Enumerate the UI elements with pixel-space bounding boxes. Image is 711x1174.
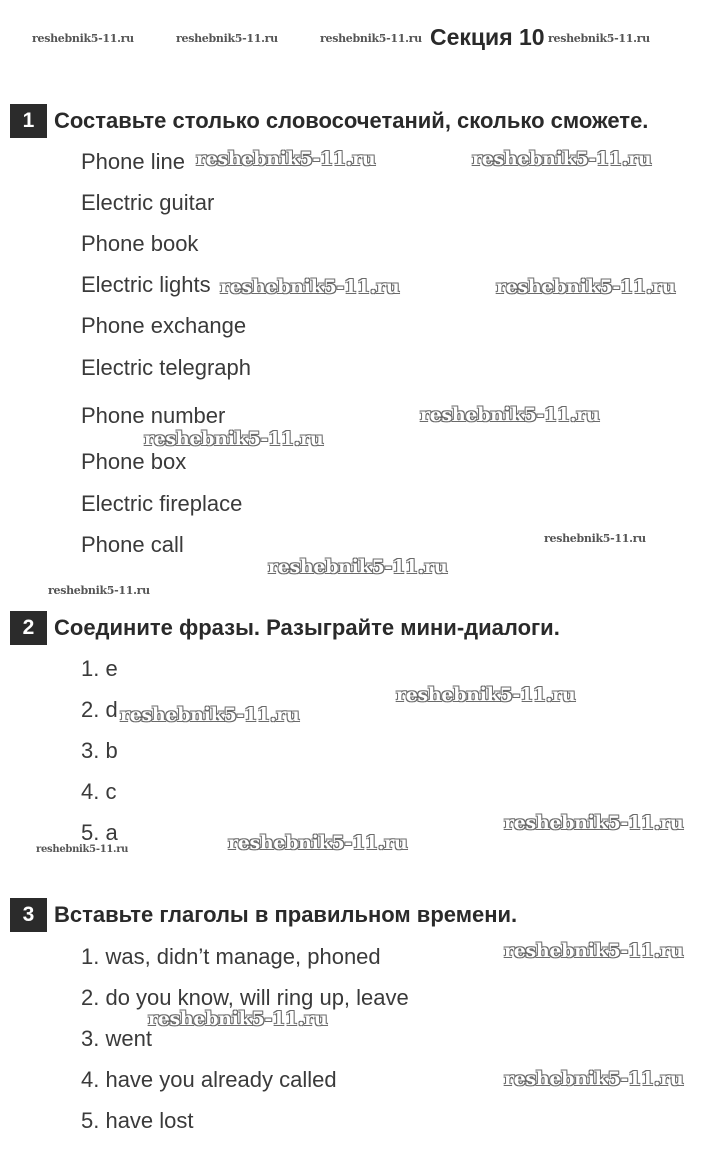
task-number-badge: 3: [10, 898, 47, 932]
watermark: reshebnik5-11.ru: [144, 428, 324, 450]
watermark: reshebnik5-11.ru: [176, 32, 278, 45]
answer-item: 3. went: [81, 1026, 152, 1051]
answer-item: Electric telegraph: [81, 355, 251, 380]
answer-item: Phone exchange: [81, 313, 247, 338]
answer-item: 4. have you already called: [81, 1067, 337, 1092]
watermark: reshebnik5-11.ru: [120, 704, 300, 726]
watermark: reshebnik5-11.ru: [196, 148, 376, 170]
answer-item: Phone book: [81, 231, 199, 256]
watermark: reshebnik5-11.ru: [472, 148, 652, 170]
watermark: reshebnik5-11.ru: [320, 32, 422, 45]
watermark: reshebnik5-11.ru: [220, 276, 400, 298]
watermark: reshebnik5-11.ru: [420, 404, 600, 426]
answer-item: 1. was, didn’t manage, phoned: [81, 944, 381, 969]
answer-item: Phone box: [81, 449, 187, 474]
answer-item: Electric guitar: [81, 190, 215, 215]
watermark: reshebnik5-11.ru: [148, 1008, 328, 1030]
watermark: reshebnik5-11.ru: [504, 940, 684, 962]
task-heading: Составьте столько словосочетаний, сколько сможете.: [54, 108, 649, 133]
task-heading: Вставьте глаголы в правильном времени.: [54, 902, 518, 927]
answer-item: Electric lights: [81, 272, 211, 297]
answer-item: 2. do you know, will ring up, leave: [81, 985, 409, 1010]
task-heading: Соедините фразы. Разыграйте мини-диалоги.: [54, 615, 560, 640]
answer-item: 5. have lost: [81, 1108, 194, 1133]
answer-item: Phone call: [81, 532, 184, 557]
answer-item: 5. a: [81, 820, 118, 845]
answer-item: Electric fireplace: [81, 491, 243, 516]
section-title: Секция 10: [430, 24, 545, 50]
watermark: reshebnik5-11.ru: [504, 812, 684, 834]
watermark: reshebnik5-11.ru: [544, 532, 646, 545]
watermark: reshebnik5-11.ru: [496, 276, 676, 298]
watermark: reshebnik5-11.ru: [36, 844, 129, 855]
task-number-badge: 2: [10, 611, 47, 645]
watermark: reshebnik5-11.ru: [504, 1068, 684, 1090]
task-number-badge: 1: [10, 104, 47, 138]
watermark: reshebnik5-11.ru: [396, 684, 576, 706]
watermark: reshebnik5-11.ru: [548, 32, 650, 45]
watermark: reshebnik5-11.ru: [268, 556, 448, 578]
watermark: reshebnik5-11.ru: [32, 32, 134, 45]
answer-item: Phone number: [81, 403, 226, 428]
answer-item: 1. e: [81, 656, 118, 681]
watermark: reshebnik5-11.ru: [228, 832, 408, 854]
answer-item: 2. d: [81, 697, 118, 722]
answer-item: Phone line: [81, 149, 185, 174]
answer-item: 4. c: [81, 779, 117, 804]
answer-item: 3. b: [81, 738, 118, 763]
watermark: reshebnik5-11.ru: [48, 584, 150, 597]
